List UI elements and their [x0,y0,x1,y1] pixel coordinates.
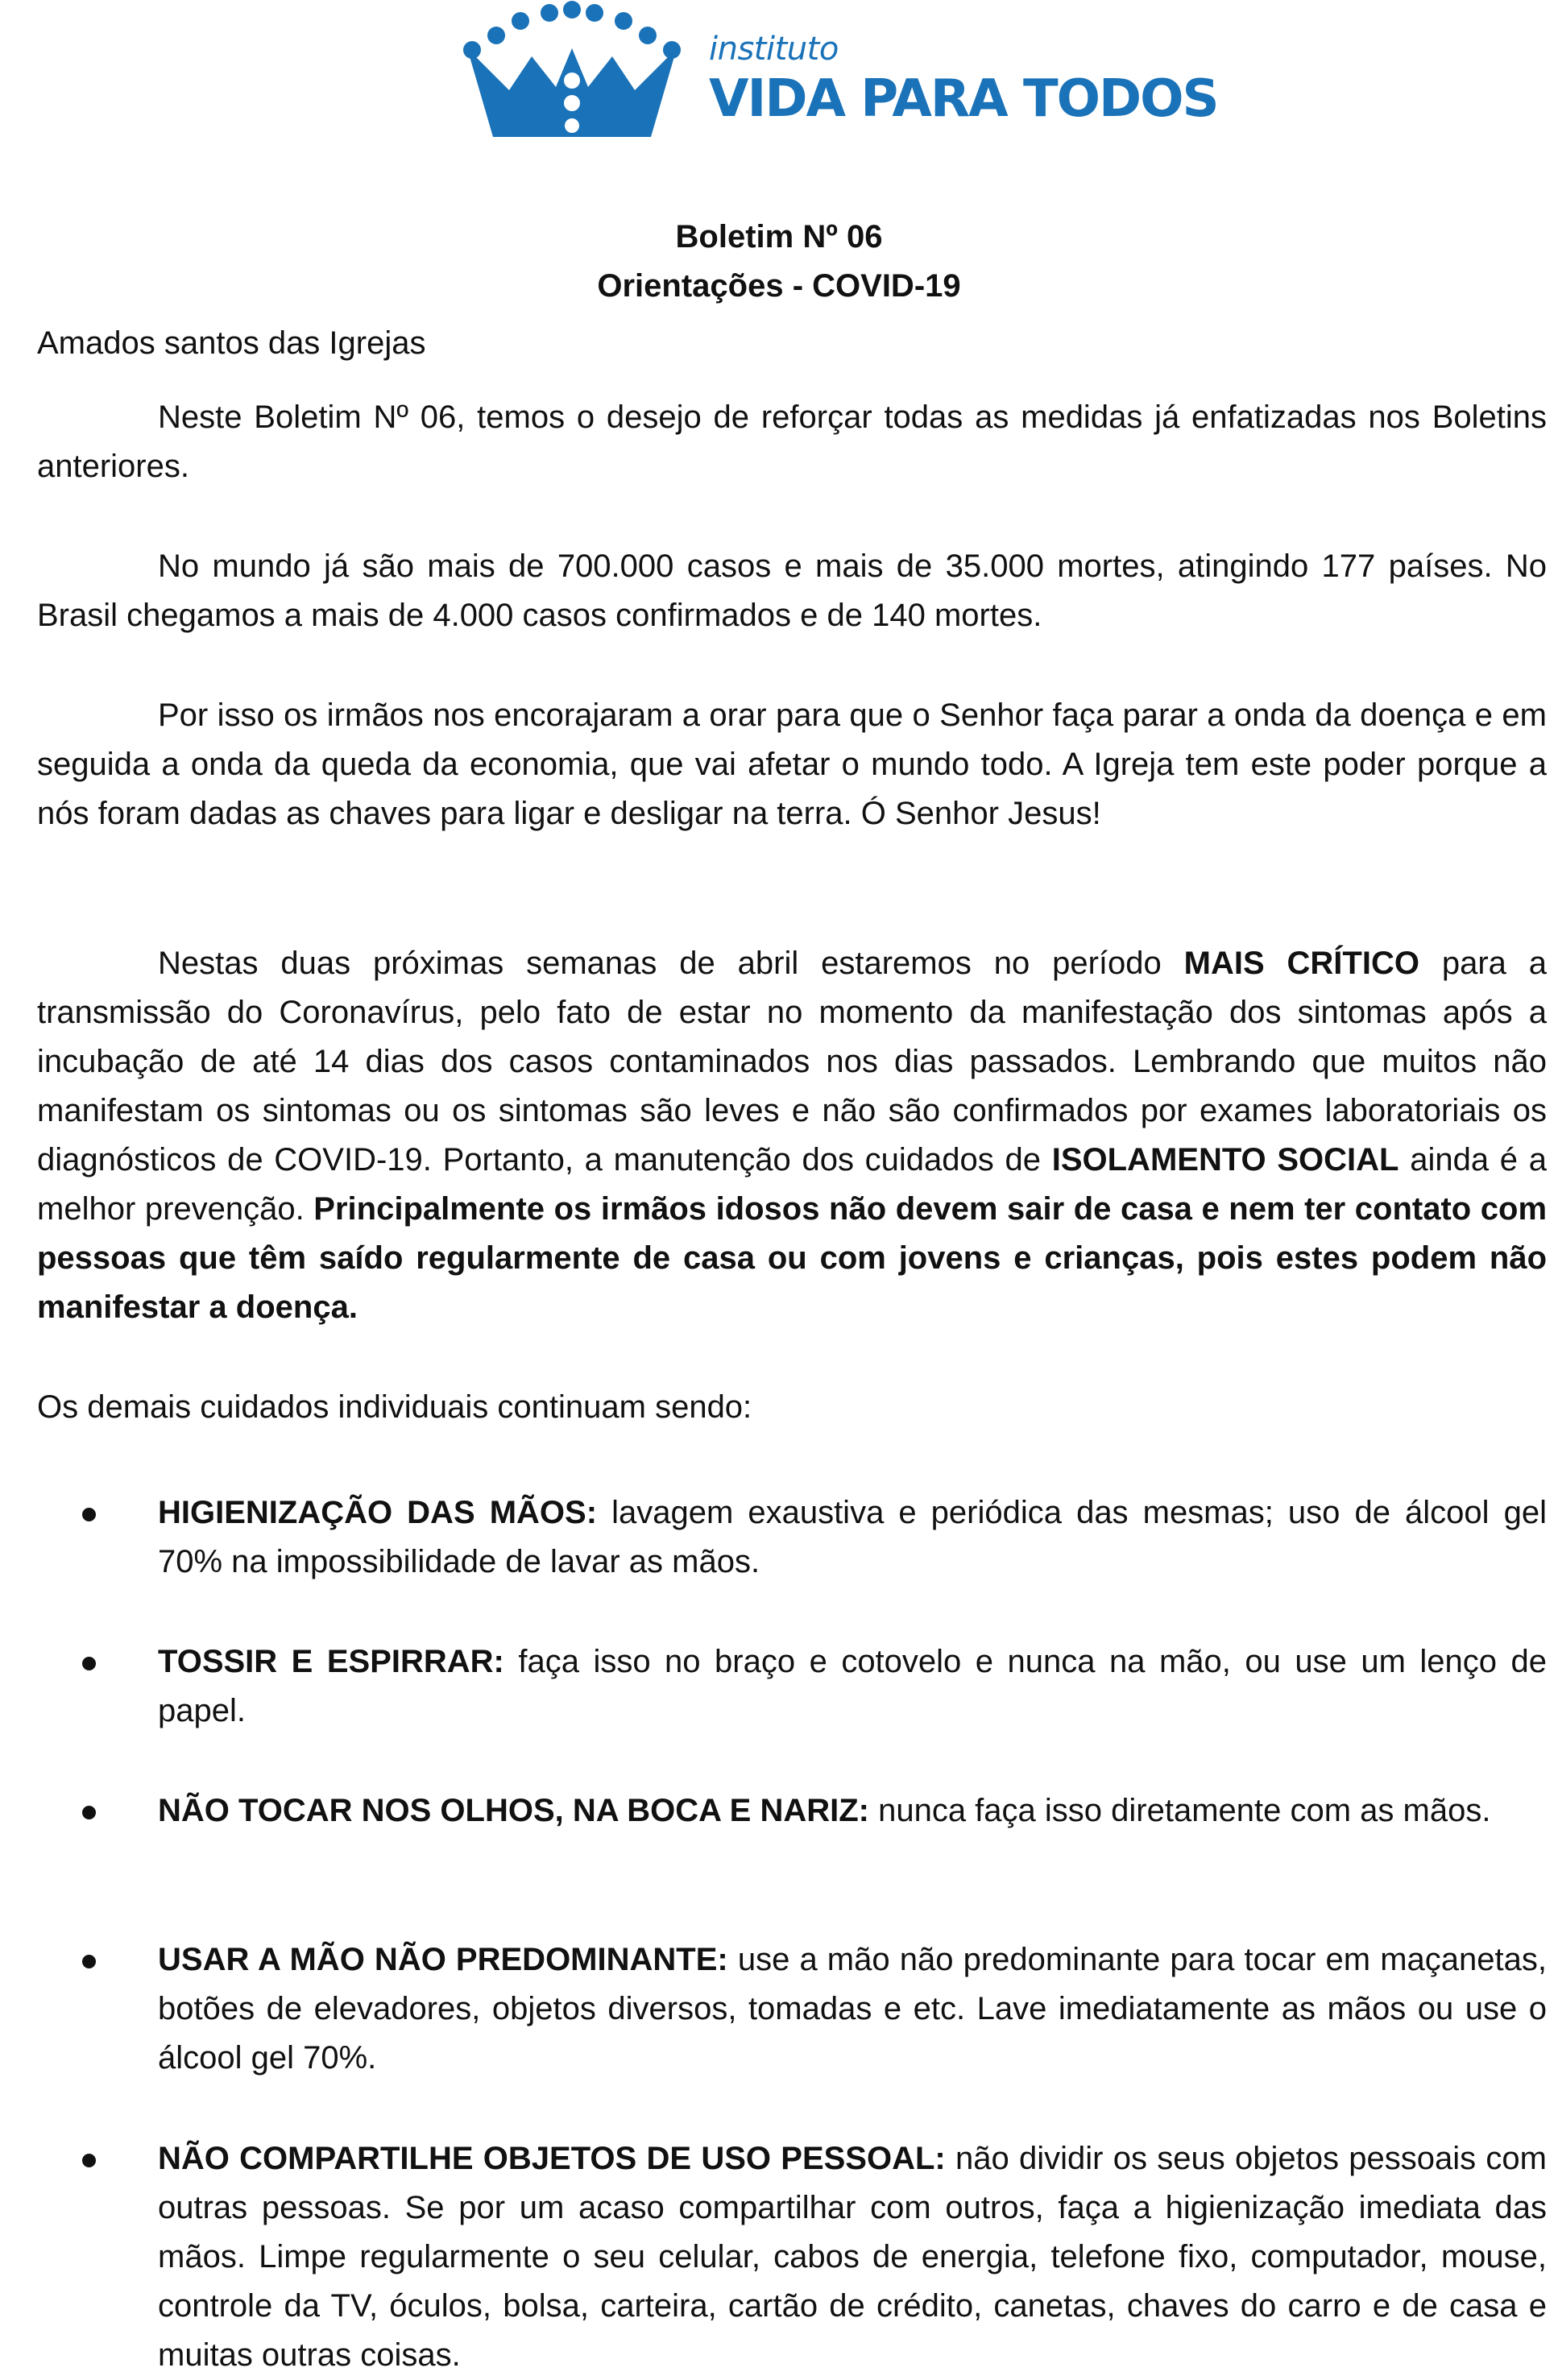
bulletin-number: Boletim Nº 06 [675,219,883,255]
list-item-body: nunca faça isso diretamente com as mãos. [868,1793,1491,1828]
list-item-heading: USAR A MÃO NÃO PREDOMINANTE: [158,1942,728,1977]
paragraph-4-part-e: ainda é a melhor prevenção. [37,1142,1547,1227]
logo-title: VIDA PARA TODOS [709,69,1218,129]
bullet-dot-icon [82,2154,96,2167]
logo-subtitle: instituto [709,31,839,68]
list-item-text [158,1637,1547,1736]
list-item-heading: TOSSIR E ESPIRRAR: [158,1644,504,1679]
list-item-text [158,1488,1547,1587]
paragraph-5-text: Os demais cuidados individuais continuam sendo: [37,1389,752,1425]
list-item-heading: HIGIENIZAÇÃO DAS MÃOS: [158,1495,598,1530]
list-item-body: use a mão não predominante para tocar em maçanetas, botões de elevadores, objetos diversos, tomadas e etc. Lave imediatamente as mãos ou use o álcool gel 70%. [158,1942,1547,2076]
bullet-dot-icon [82,1806,96,1819]
list-item-text [158,2134,1547,2380]
list-item-body: lavagem exaustiva e periódica das mesmas; uso de álcool gel 70% na impossibilidade de lavar as mãos. [158,1495,1547,1579]
paragraph-4-part-a: Nestas duas próximas semanas de abril estaremos no período [158,946,1184,981]
list-item-body: não dividir os seus objetos pessoais com outras pessoas. Se por um acaso compartilhar com outros, faça a higienização imediata das mãos. Limpe regularmente o seu celular, cabos de energia, telefone fixo, computador, mouse, controle da TV, óculos, bolsa, carteira, cartão de crédito, canetas, chaves do carro e de casa e muitas outras coisas. [158,2141,1547,2373]
critical-period-emphasis: MAIS CRÍTICO [1183,946,1419,981]
paragraph-1-text: Neste Boletim Nº 06, temos o desejo de reforçar todas as medidas já enfatizadas nos Boletins anteriores. [37,399,1547,484]
bulletin-subject: Orientações - COVID-19 [597,268,961,304]
crown-icon [435,0,709,161]
paragraph-5 [37,1383,1547,1432]
paragraph-1 [37,393,1547,491]
list-item-body: faça isso no braço e cotovelo e nunca na mão, ou use um lenço de papel. [158,1644,1547,1728]
greeting: Amados santos das Igrejas [37,325,426,361]
elderly-warning-emphasis: Principalmente os irmãos idosos não devem sair de casa e nem ter contato com pessoas que têm saído regularmente de casa ou com jovens e crianças, pois estes podem não manifestar a doença. [37,1191,1548,1325]
paragraph-3 [37,691,1547,838]
list-item-heading: NÃO TOCAR NOS OLHOS, NA BOCA E NARIZ: [158,1793,869,1828]
bullet-dot-icon [82,1508,96,1521]
bullet-dot-icon [82,1955,96,1968]
list-item-text [158,1935,1547,2083]
paragraph-3-text: Por isso os irmãos nos encorajaram a orar para que o Senhor faça parar a onda da doença e em seguida a onda da queda da economia, que vai afetar o mundo todo. A Igreja tem este poder porque a nós foram dadas as chaves para ligar e desligar na terra. Ó Senhor Jesus! [37,697,1547,831]
institute-logo [435,0,1218,161]
social-isolation-emphasis: ISOLAMENTO SOCIAL [1051,1142,1399,1178]
paragraph-2 [37,542,1547,640]
paragraph-4-part-c: para a transmissão do Coronavírus, pelo fato de estar no momento da manifestação dos sintomas após a incubação de até 14 dias dos casos contaminados nos dias passados. Lembrando que muitos não manifestam os sintomas ou os sintomas são leves e não são confirmados por exames laboratoriais os diagnósticos de COVID-19. Portanto, a manutenção dos cuidados de [37,946,1548,1178]
paragraph-4-text [37,939,1547,1332]
bullet-dot-icon [82,1657,96,1670]
list-item-text [158,1786,1547,1836]
list-item-heading: NÃO COMPARTILHE OBJETOS DE USO PESSOAL: [158,2141,946,2176]
paragraph-4 [37,939,1547,1332]
paragraph-2-text: No mundo já são mais de 700.000 casos e mais de 35.000 mortes, atingindo 177 países. No Brasil chegamos a mais de 4.000 casos confirmados e de 140 mortes. [37,548,1547,633]
